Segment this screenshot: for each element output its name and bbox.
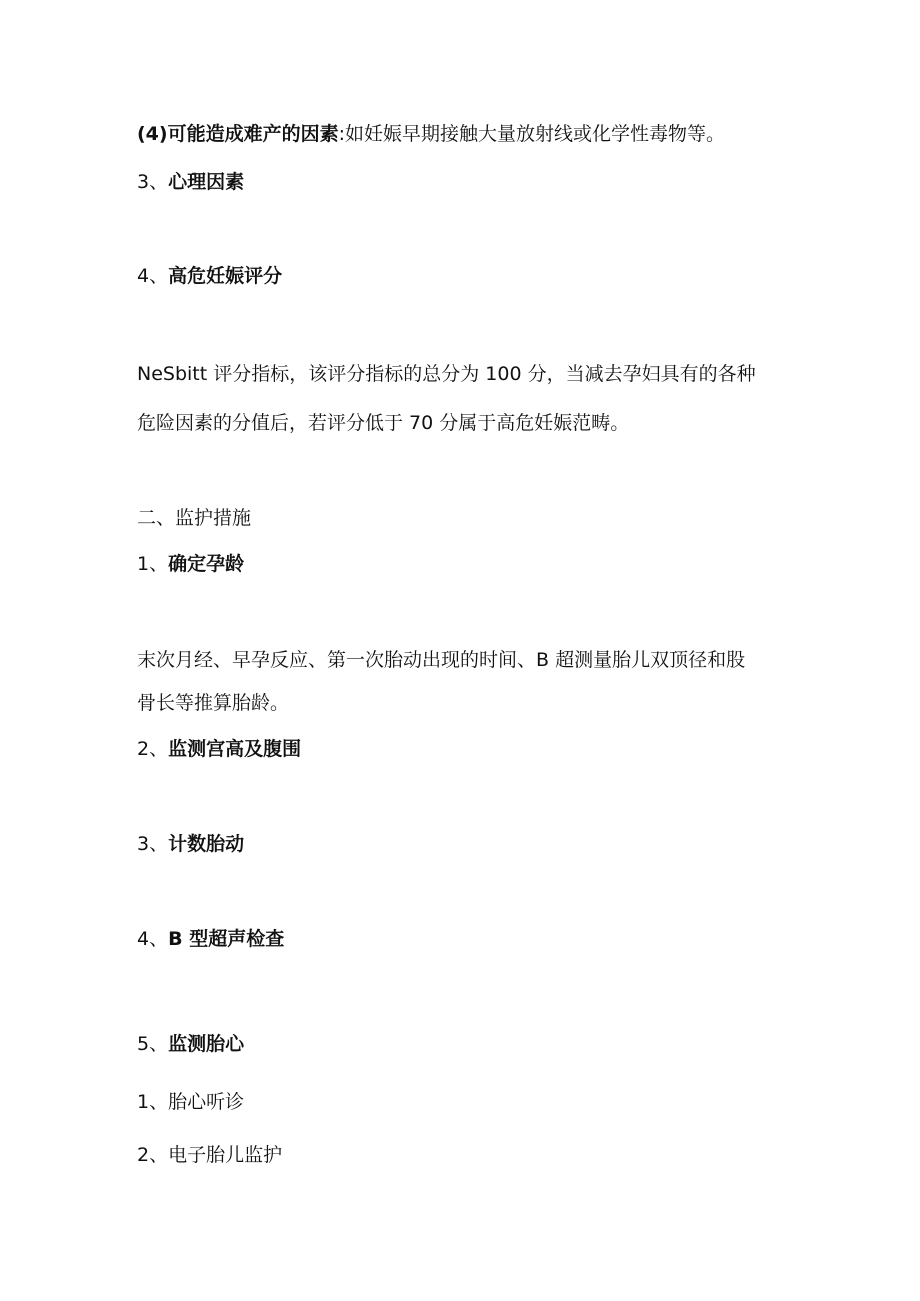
heading-number: 5、 (137, 1033, 169, 1055)
section-heading: 二、监护措施 (137, 507, 252, 529)
sub-item-auscultation: 1、胎心听诊 (137, 1091, 245, 1113)
heading-number: 4、 (137, 928, 169, 950)
heading-fundal-height (137, 736, 301, 762)
heading-text: 心理因素 (168, 171, 245, 193)
score-paragraph-line1: NeSbitt 评分指标，该评分指标的总分为 100 分，当减去孕妇具有的各种 (137, 363, 756, 385)
heading-number: 4、 (137, 265, 169, 287)
risk-factor-4-label: (4)可能造成难产的因素 (137, 123, 339, 145)
heading-text: 确定孕龄 (168, 553, 245, 575)
heading-number: 3、 (137, 833, 169, 855)
risk-factor-4-text: :如妊娠早期接触大量放射线或化学性毒物等。 (338, 123, 725, 145)
heading-text: 计数胎动 (168, 833, 245, 855)
heading-text: B 型超声检查 (168, 928, 285, 950)
heading-text: 监测胎心 (168, 1033, 245, 1055)
heading-number: 3、 (137, 171, 169, 193)
heading-gestational-age (137, 551, 244, 577)
heading-text: 高危妊娠评分 (168, 265, 283, 287)
heading-psych (137, 169, 244, 195)
heading-fetal-heart (137, 1031, 244, 1057)
sub-item-electronic-monitoring: 2、电子胎儿监护 (137, 1144, 283, 1166)
heading-text: 监测宫高及腹围 (168, 738, 302, 760)
score-paragraph-line2: 危险因素的分值后，若评分低于 70 分属于高危妊娠范畴。 (137, 412, 630, 434)
age-paragraph-line1: 末次月经、早孕反应、第一次胎动出现的时间、B 超测量胎儿双顶径和股 (137, 649, 746, 671)
heading-score (137, 263, 282, 289)
age-paragraph-line2: 骨长等推算胎龄。 (137, 692, 290, 714)
heading-number: 1、 (137, 553, 169, 575)
heading-number: 2、 (137, 738, 169, 760)
risk-factor-4 (137, 121, 725, 147)
heading-ultrasound (137, 926, 284, 952)
heading-fetal-movement (137, 831, 244, 857)
